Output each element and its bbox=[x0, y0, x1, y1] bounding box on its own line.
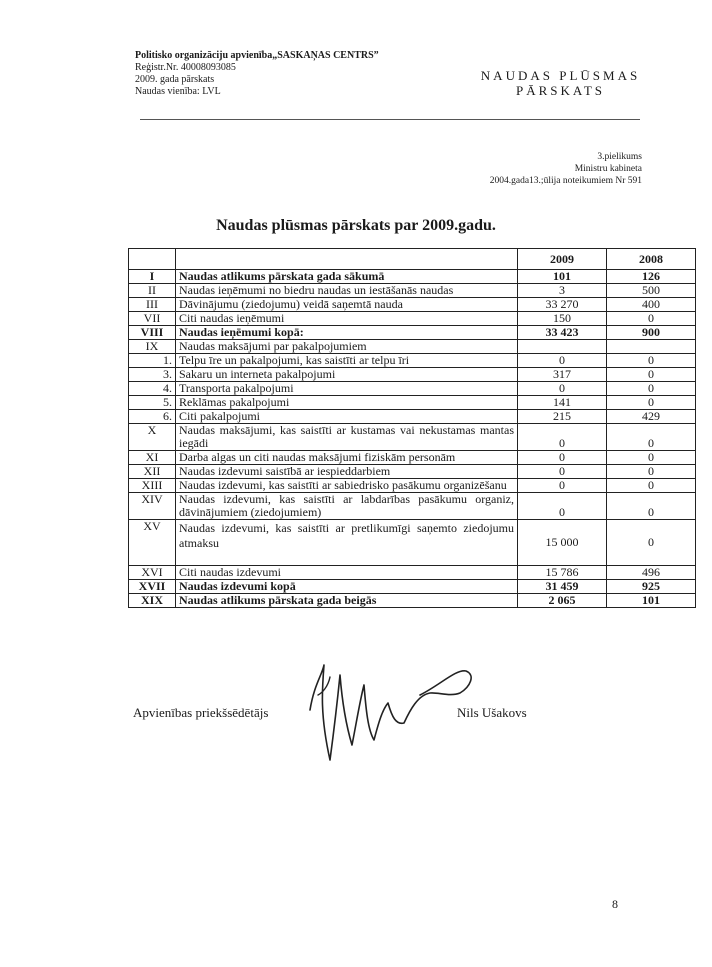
row-value-2008: 900 bbox=[607, 326, 696, 340]
row-value-2008: 0 bbox=[607, 396, 696, 410]
row-description: Naudas izdevumi, kas saistīti ar labdarības pasākumu organiz, dāvinājumiem (ziedojumiem) bbox=[176, 493, 518, 520]
row-code: XIV bbox=[129, 493, 176, 520]
row-description: Reklāmas pakalpojumi bbox=[176, 396, 518, 410]
row-value-2008: 500 bbox=[607, 284, 696, 298]
table-row bbox=[129, 382, 696, 396]
table-row bbox=[129, 354, 696, 368]
row-value-2009 bbox=[518, 340, 607, 354]
row-value-2008: 0 bbox=[607, 312, 696, 326]
row-code: VII bbox=[129, 312, 176, 326]
table-row bbox=[129, 580, 696, 594]
row-value-2009: 317 bbox=[518, 368, 607, 382]
document-title: Naudas plūsmas pārskats par 2009.gadu. bbox=[216, 217, 496, 234]
table-row bbox=[129, 270, 696, 284]
row-value-2008: 400 bbox=[607, 298, 696, 312]
row-description: Naudas atlikums pārskata gada beigās bbox=[176, 594, 518, 608]
row-value-2008: 101 bbox=[607, 594, 696, 608]
table-row bbox=[129, 594, 696, 608]
row-description: Telpu īre un pakalpojumi, kas saistīti ar telpu īri bbox=[176, 354, 518, 368]
row-description: Citi naudas ieņēmumi bbox=[176, 312, 518, 326]
row-description: Naudas izdevumi kopā bbox=[176, 580, 518, 594]
header-desc-cell bbox=[176, 249, 518, 270]
row-code: III bbox=[129, 298, 176, 312]
row-value-2008: 0 bbox=[607, 424, 696, 451]
table-row bbox=[129, 396, 696, 410]
row-description: Citi naudas izdevumi bbox=[176, 566, 518, 580]
row-value-2009: 0 bbox=[518, 424, 607, 451]
row-value-2008: 0 bbox=[607, 382, 696, 396]
page-number: 8 bbox=[612, 897, 618, 911]
row-description: Dāvinājumu (ziedojumu) veidā saņemtā nauda bbox=[176, 298, 518, 312]
row-value-2008 bbox=[607, 340, 696, 354]
cash-flow-table bbox=[128, 248, 696, 608]
table-row bbox=[129, 479, 696, 493]
row-code: 4. bbox=[129, 382, 176, 396]
row-value-2008: 0 bbox=[607, 479, 696, 493]
row-description: Naudas maksājumi, kas saistīti ar kustamas vai nekustamas mantas iegādi bbox=[176, 424, 518, 451]
row-value-2009: 0 bbox=[518, 354, 607, 368]
row-description: Naudas ieņēmumi kopā: bbox=[176, 326, 518, 340]
row-code: II bbox=[129, 284, 176, 298]
appendix-line3: 2004.gada13.;ūlija noteikumiem Nr 591 bbox=[489, 176, 642, 186]
row-code: XIX bbox=[129, 594, 176, 608]
row-value-2008: 0 bbox=[607, 368, 696, 382]
table-row bbox=[129, 465, 696, 479]
table-row bbox=[129, 451, 696, 465]
row-code: XVII bbox=[129, 580, 176, 594]
row-description: Naudas izdevumi saistībā ar iespieddarbiem bbox=[176, 465, 518, 479]
row-value-2009: 0 bbox=[518, 479, 607, 493]
table-row bbox=[129, 312, 696, 326]
header-divider bbox=[140, 119, 640, 120]
row-value-2008: 126 bbox=[607, 270, 696, 284]
row-value-2009: 150 bbox=[518, 312, 607, 326]
row-description: Naudas izdevumi, kas saistīti ar sabiedrisko pasākumu organizēšanu bbox=[176, 479, 518, 493]
row-description: Sakaru un interneta pakalpojumi bbox=[176, 368, 518, 382]
row-value-2009: 101 bbox=[518, 270, 607, 284]
row-description: Transporta pakalpojumi bbox=[176, 382, 518, 396]
row-value-2009: 215 bbox=[518, 410, 607, 424]
table-row bbox=[129, 340, 696, 354]
row-code: X bbox=[129, 424, 176, 451]
report-title-line2: PĀRSKATS bbox=[515, 83, 606, 98]
row-value-2008: 0 bbox=[607, 520, 696, 566]
table-row bbox=[129, 566, 696, 580]
org-name: Politisko organizāciju apvienība„SASKAŅAS CENTRS” bbox=[135, 50, 379, 61]
row-code: 5. bbox=[129, 396, 176, 410]
row-value-2008: 0 bbox=[607, 493, 696, 520]
row-value-2009: 3 bbox=[518, 284, 607, 298]
row-value-2008: 925 bbox=[607, 580, 696, 594]
org-report-year: 2009. gada pārskats bbox=[135, 74, 215, 85]
row-value-2009: 0 bbox=[518, 465, 607, 479]
org-currency: Naudas vienība: LVL bbox=[135, 86, 221, 97]
row-description: Naudas izdevumi, kas saistīti ar pretlikumīgi saņemto ziedojumu atmaksu bbox=[176, 520, 518, 566]
row-code: XII bbox=[129, 465, 176, 479]
row-value-2009: 15 786 bbox=[518, 566, 607, 580]
organization-header bbox=[135, 50, 379, 98]
row-value-2008: 496 bbox=[607, 566, 696, 580]
row-code: XIII bbox=[129, 479, 176, 493]
row-code: XV bbox=[129, 520, 176, 566]
row-value-2008: 0 bbox=[607, 451, 696, 465]
row-value-2009: 33 270 bbox=[518, 298, 607, 312]
header-code-cell bbox=[129, 249, 176, 270]
row-value-2009: 0 bbox=[518, 451, 607, 465]
appendix-note bbox=[490, 151, 642, 187]
row-value-2009: 141 bbox=[518, 396, 607, 410]
table-row bbox=[129, 368, 696, 382]
table-row bbox=[129, 493, 696, 520]
row-code: 3. bbox=[129, 368, 176, 382]
table-row bbox=[129, 284, 696, 298]
table-row bbox=[129, 410, 696, 424]
appendix-line2: Ministru kabineta bbox=[574, 164, 642, 174]
row-code: IX bbox=[129, 340, 176, 354]
row-code: 6. bbox=[129, 410, 176, 424]
row-code: 1. bbox=[129, 354, 176, 368]
row-code: I bbox=[129, 270, 176, 284]
row-description: Naudas atlikums pārskata gada sākumā bbox=[176, 270, 518, 284]
report-title bbox=[478, 68, 643, 98]
row-value-2009: 33 423 bbox=[518, 326, 607, 340]
row-description: Darba algas un citi naudas maksājumi fiziskām personām bbox=[176, 451, 518, 465]
row-code: VIII bbox=[129, 326, 176, 340]
table-row bbox=[129, 520, 696, 566]
appendix-line1: 3.pielikums bbox=[597, 152, 642, 162]
signatory-role: Apvienības priekšsēdētājs bbox=[133, 705, 269, 720]
row-description: Naudas ieņēmumi no biedru naudas un iestāšanās naudas bbox=[176, 284, 518, 298]
table-row bbox=[129, 298, 696, 312]
row-code: XVI bbox=[129, 566, 176, 580]
column-header-2008: 2008 bbox=[607, 249, 696, 270]
row-value-2008: 0 bbox=[607, 465, 696, 479]
row-value-2008: 429 bbox=[607, 410, 696, 424]
report-title-line1: NAUDAS PLŪSMAS bbox=[480, 68, 641, 83]
row-value-2009: 0 bbox=[518, 493, 607, 520]
signatory-name: Nils Ušakovs bbox=[457, 705, 527, 720]
row-value-2008: 0 bbox=[607, 354, 696, 368]
row-value-2009: 0 bbox=[518, 382, 607, 396]
row-description: Citi pakalpojumi bbox=[176, 410, 518, 424]
table-header-row bbox=[129, 249, 696, 270]
column-header-2009: 2009 bbox=[518, 249, 607, 270]
row-description: Naudas maksājumi par pakalpojumiem bbox=[176, 340, 518, 354]
row-value-2009: 2 065 bbox=[518, 594, 607, 608]
row-value-2009: 31 459 bbox=[518, 580, 607, 594]
row-code: XI bbox=[129, 451, 176, 465]
table-row bbox=[129, 326, 696, 340]
org-registration: Reģistr.Nr. 40008093085 bbox=[135, 62, 236, 73]
table-row bbox=[129, 424, 696, 451]
row-value-2009: 15 000 bbox=[518, 520, 607, 566]
